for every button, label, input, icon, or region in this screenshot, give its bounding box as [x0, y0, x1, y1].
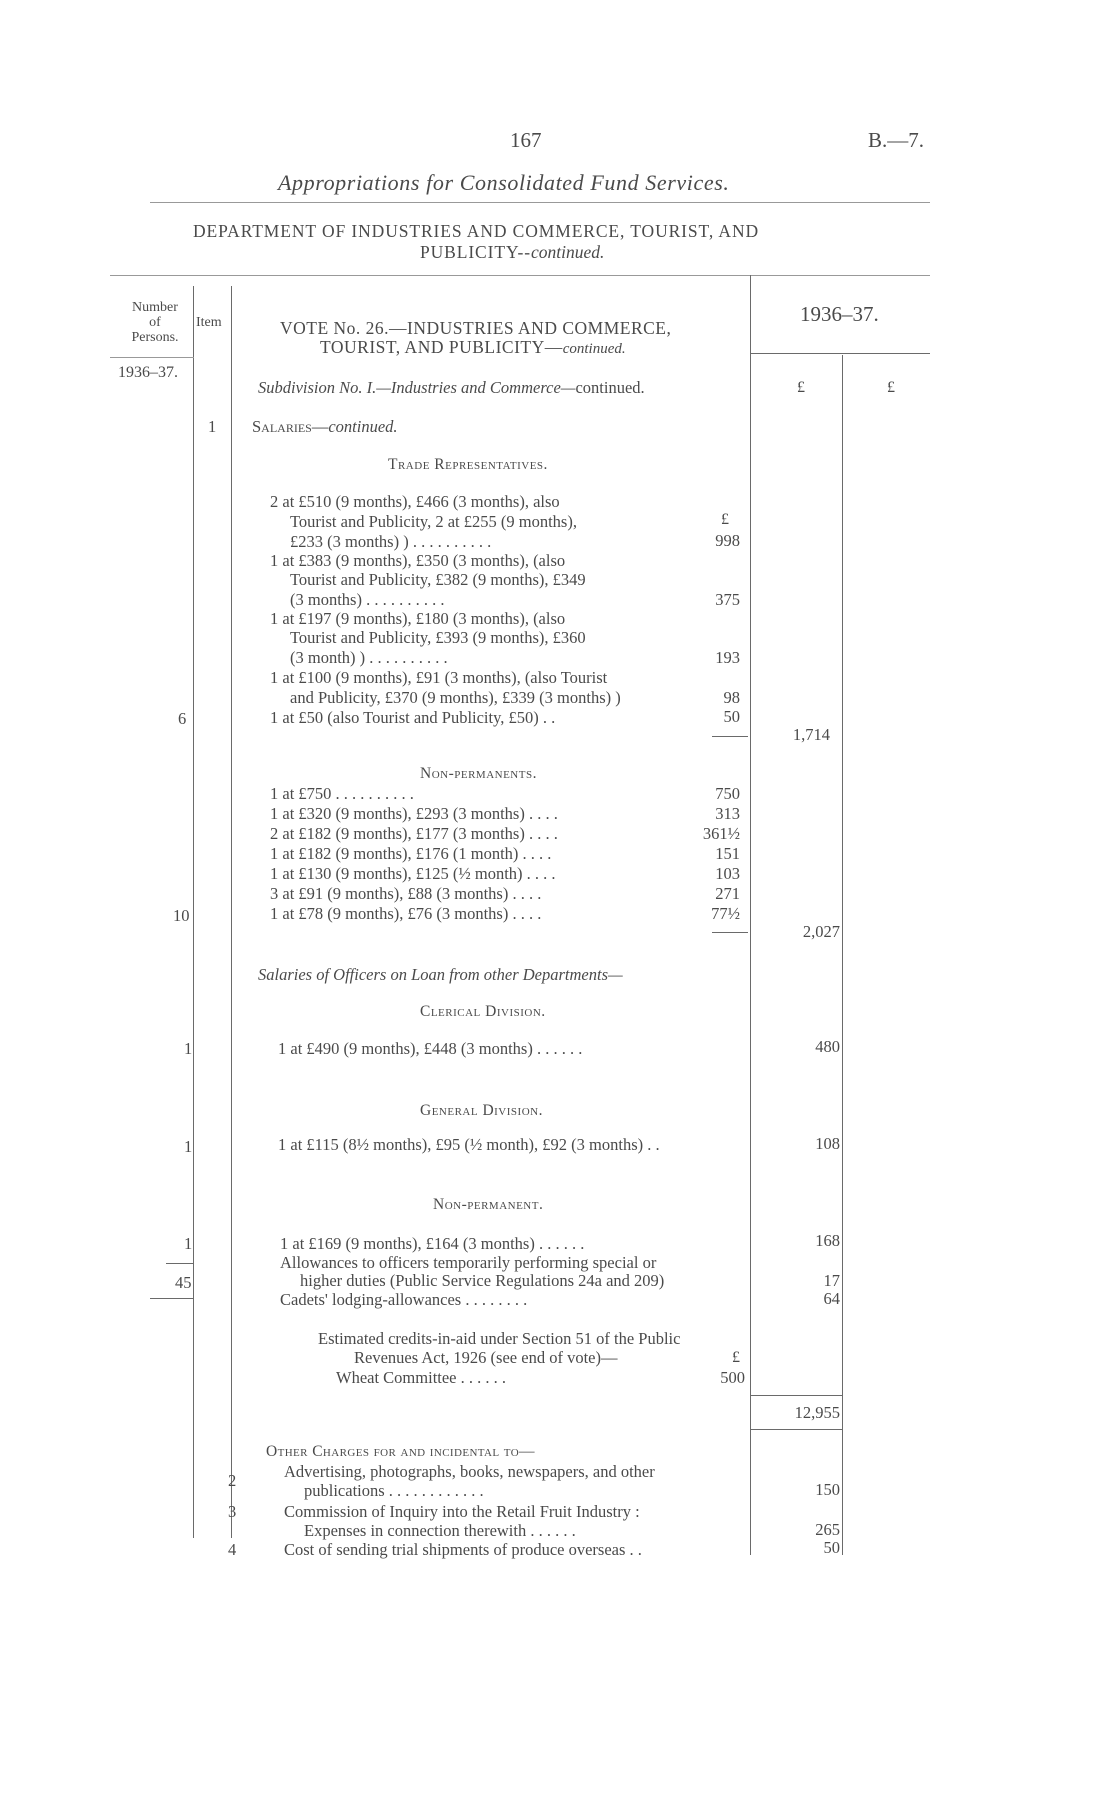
other-charge-item-4: 4	[228, 1540, 237, 1559]
credits-pound: £	[732, 1349, 740, 1366]
non-permanent-line: 1 at £169 (9 months), £164 (3 months) . . . . . .	[280, 1234, 585, 1253]
trade-rep-line-11: and Publicity, £370 (9 months), £339 (3 months) )	[290, 688, 621, 707]
trade-rep-line-1: 2 at £510 (9 months), £466 (3 months), also	[270, 492, 560, 511]
rule-money-left	[750, 275, 751, 1555]
rule-persons-under-head	[110, 357, 194, 358]
department-title-line2	[420, 244, 604, 262]
cadets-amount: 64	[823, 1289, 840, 1308]
non-perm-line-3: 2 at £182 (9 months), £177 (3 months) . . . .	[270, 824, 558, 843]
pound-column-1: £	[797, 379, 805, 396]
non-perm-subtotal-rule	[712, 932, 748, 933]
non-perm-amount-6: 271	[715, 884, 740, 903]
credits-amount: 500	[720, 1368, 745, 1387]
persons-year-label: 1936–37.	[118, 364, 178, 381]
trade-rep-persons: 6	[178, 709, 187, 728]
rule-money-mid	[842, 355, 843, 1555]
non-perm-amount-2: 313	[715, 804, 740, 823]
non-perm-amount-4: 151	[715, 844, 740, 863]
general-division-heading: General Division.	[420, 1102, 543, 1119]
clerical-division-heading: Clerical Division.	[420, 1003, 546, 1020]
clerical-persons: 1	[184, 1039, 193, 1058]
department-title-publicity: PUBLICITY--	[420, 242, 532, 262]
non-perm-line-5: 1 at £130 (9 months), £125 (½ month) . . . .	[270, 864, 556, 883]
vote-title-tourist: TOURIST, AND PUBLICITY—	[320, 337, 563, 357]
other-charge-amount-2: 150	[815, 1480, 840, 1499]
non-perm-line-1: 1 at £750 . . . . . . . . . .	[270, 784, 414, 803]
non-perm-amount-7: 77½	[711, 904, 740, 923]
trade-rep-line-7: 1 at £197 (9 months), £180 (3 months), (also	[270, 609, 566, 628]
vote-title-line2	[320, 339, 626, 357]
persons-heading-line3: Persons.	[131, 330, 179, 345]
credits-line-2: Revenues Act, 1926 (see end of vote)—	[354, 1348, 618, 1367]
other-charges-heading: Other Charges for and incidental to—	[266, 1443, 535, 1460]
non-perm-line-7: 1 at £78 (9 months), £76 (3 months) . . . .	[270, 904, 542, 923]
non-perm-amount-3: 361½	[702, 824, 740, 843]
header-rule	[110, 275, 930, 276]
trade-rep-amount-3: 193	[715, 648, 740, 667]
non-perm-amount-1: 750	[715, 784, 740, 803]
salaries-heading	[252, 419, 398, 436]
non-perm-line-6: 3 at £91 (9 months), £88 (3 months) . . . .	[270, 884, 542, 903]
title-rule	[150, 202, 930, 203]
allowances-amount: 17	[823, 1271, 840, 1290]
general-amount: 108	[815, 1134, 840, 1153]
non-perm-line-2: 1 at £320 (9 months), £293 (3 months) . . . .	[270, 804, 558, 823]
cadets-line: Cadets' lodging-allowances . . . . . . . .	[280, 1290, 528, 1309]
trade-reps-pound: £	[721, 511, 729, 528]
department-title-line1: DEPARTMENT OF INDUSTRIES AND COMMERCE, TOURIST, AND	[193, 221, 760, 241]
officers-on-loan-heading: Salaries of Officers on Loan from other Departments—	[258, 965, 623, 984]
persons-heading-line1: Number	[132, 300, 178, 315]
trade-rep-line-6: (3 months) . . . . . . . . . .	[290, 590, 445, 609]
other-charge-line-4a: Cost of sending trial shipments of produce overseas . .	[284, 1540, 642, 1559]
salaries-item-number: 1	[208, 417, 217, 436]
salaries-continued: continued.	[328, 417, 398, 436]
grand-total-rule-bottom	[750, 1429, 842, 1430]
column-number-of-persons	[120, 300, 190, 345]
trade-rep-amount-4: 98	[723, 688, 740, 707]
trade-rep-line-3: £233 (3 months) ) . . . . . . . . . .	[290, 532, 492, 551]
document-reference: B.—7.	[868, 128, 925, 152]
trade-rep-line-12: 1 at £50 (also Tourist and Publicity, £50) . .	[270, 708, 556, 727]
non-perm-total: 2,027	[802, 922, 840, 941]
rule-left-persons	[193, 286, 194, 1538]
non-permanent-amount: 168	[815, 1231, 840, 1250]
subdivision-continued: continued.	[575, 378, 645, 397]
persons-total-rule-bottom	[150, 1298, 193, 1299]
subdivision-heading	[258, 380, 645, 397]
persons-heading-line2: of	[149, 315, 161, 330]
non-permanents-heading: Non-permanents.	[420, 765, 537, 782]
other-charge-line-2a: Advertising, photographs, books, newspapers, and other	[284, 1462, 655, 1481]
credits-line-3: Wheat Committee . . . . . .	[336, 1368, 507, 1387]
other-charge-line-3b: Expenses in connection therewith . . . . . .	[304, 1521, 576, 1540]
persons-total-rule-top	[166, 1263, 193, 1264]
vote-title-line1: VOTE No. 26.—INDUSTRIES AND COMMERCE,	[280, 318, 672, 338]
allowances-line-2: higher duties (Public Service Regulations 24a and 209)	[300, 1271, 665, 1290]
trade-rep-subtotal-rule	[712, 736, 748, 737]
trade-rep-amount-1: 998	[715, 531, 740, 550]
other-charge-amount-4: 50	[823, 1538, 840, 1557]
trade-rep-line-5: Tourist and Publicity, £382 (9 months), £349	[290, 570, 586, 589]
clerical-amount: 480	[815, 1037, 840, 1056]
trade-rep-amount-5: 50	[723, 707, 740, 726]
non-permanent-heading: Non-permanent.	[433, 1196, 544, 1213]
vote-title-continued: continued.	[562, 341, 626, 357]
general-line: 1 at £115 (8½ months), £95 (½ month), £92 (3 months) . .	[278, 1135, 660, 1154]
non-perm-persons: 10	[173, 906, 190, 925]
trade-rep-line-10: 1 at £100 (9 months), £91 (3 months), (also Tourist	[270, 668, 608, 687]
page-number: 167	[510, 128, 542, 152]
non-permanent-persons: 1	[184, 1234, 193, 1253]
year-column-heading: 1936–37.	[800, 302, 879, 326]
other-charge-line-2b: publications . . . . . . . . . . . .	[304, 1481, 484, 1500]
allowances-line-1: Allowances to officers temporarily performing special or	[280, 1253, 657, 1272]
other-charge-item-2: 2	[228, 1471, 237, 1490]
trade-rep-line-8: Tourist and Publicity, £393 (9 months), £360	[290, 628, 586, 647]
subdivision-title: Subdivision No. I.—Industries and Commerce—	[258, 378, 576, 397]
trade-representatives-heading: Trade Representatives.	[388, 456, 548, 473]
general-persons: 1	[184, 1137, 193, 1156]
trade-rep-line-9: (3 month) ) . . . . . . . . . .	[290, 648, 448, 667]
pound-column-2: £	[887, 379, 895, 396]
other-charge-item-3: 3	[228, 1502, 237, 1521]
non-perm-amount-5: 103	[715, 864, 740, 883]
rule-item	[231, 286, 232, 1538]
other-charge-line-3a: Commission of Inquiry into the Retail Fruit Industry :	[284, 1502, 640, 1521]
salaries-label: Salaries—	[252, 417, 329, 436]
rule-money-under-head	[750, 353, 930, 354]
department-title-continued: continued.	[531, 242, 605, 262]
other-charge-amount-3: 265	[815, 1520, 840, 1539]
trade-rep-line-2: Tourist and Publicity, 2 at £255 (9 months),	[290, 512, 577, 531]
grand-total-rule-top	[750, 1395, 842, 1396]
trade-rep-amount-2: 375	[715, 590, 740, 609]
clerical-line: 1 at £490 (9 months), £448 (3 months) . . . . . .	[278, 1039, 583, 1058]
column-item: Item	[196, 315, 222, 330]
credits-line-1: Estimated credits-in-aid under Section 51 of the Public	[318, 1329, 681, 1348]
non-perm-line-4: 1 at £182 (9 months), £176 (1 month) . . . .	[270, 844, 552, 863]
trade-rep-total: 1,714	[792, 725, 830, 744]
grand-total: 12,955	[794, 1403, 840, 1422]
total-persons: 45	[175, 1273, 192, 1292]
page-title: Appropriations for Consolidated Fund Services.	[278, 170, 730, 195]
trade-rep-line-4: 1 at £383 (9 months), £350 (3 months), (also	[270, 551, 566, 570]
